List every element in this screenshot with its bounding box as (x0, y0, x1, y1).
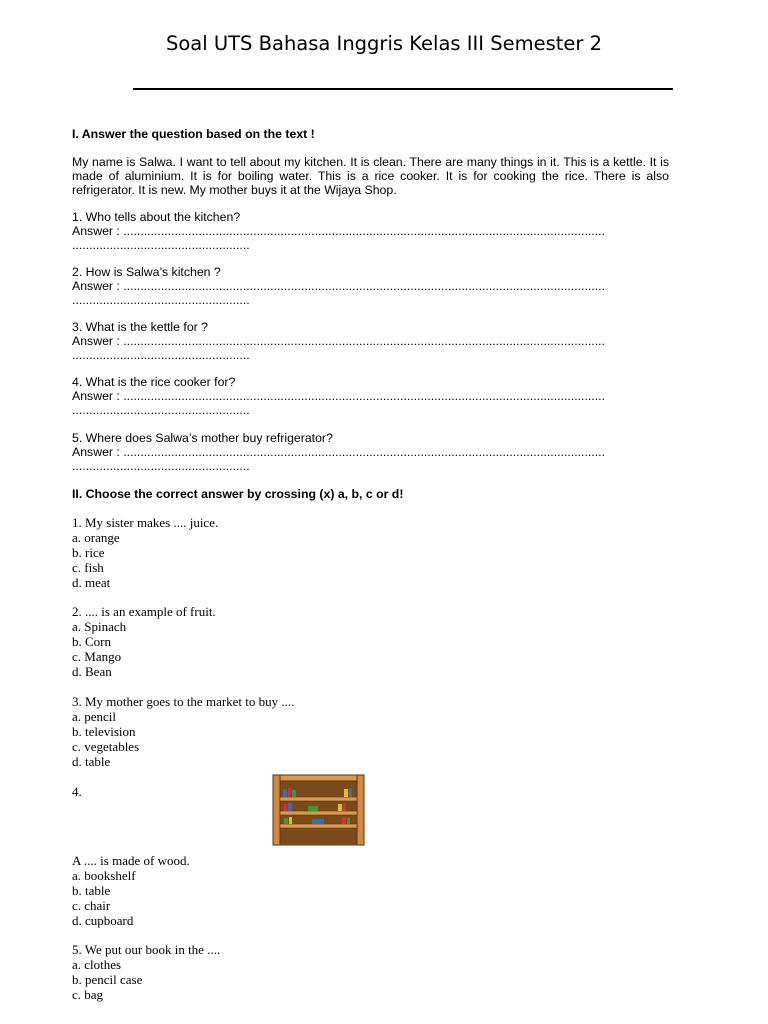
option-c: c. vegetables (72, 739, 140, 754)
question-stem: 1. My sister makes .... juice. (72, 515, 219, 530)
option-c: c. chair (72, 898, 111, 913)
answer-line: Answer : ............................................................................................................................................. (72, 224, 605, 238)
answer-line: Answer : ............................................................................................................................................. (72, 334, 605, 348)
question-stem: 5. We put our book in the .... (72, 942, 221, 957)
answer-line-continuation: .................................................... (72, 403, 250, 417)
essay-question-1 (72, 210, 672, 252)
option-d: d. Bean (72, 664, 112, 679)
question-text: 3. What is the kettle for ? (72, 320, 209, 334)
question-stem: A .... is made of wood. (72, 853, 190, 868)
mc-question-2 (72, 604, 216, 679)
option-b: b. table (72, 883, 111, 898)
mc-question-3 (72, 694, 294, 769)
option-b: b. rice (72, 545, 105, 560)
answer-line-continuation: .................................................... (72, 238, 250, 252)
mc-question-5 (72, 942, 220, 1002)
option-a: a. Spinach (72, 619, 127, 634)
essay-question-5 (72, 431, 672, 473)
bookshelf-illustration (272, 774, 365, 846)
question-text: 4. What is the rice cooker for? (72, 375, 236, 389)
option-c: c. bag (72, 987, 104, 1002)
answer-line-continuation: .................................................... (72, 459, 250, 473)
option-a: a. clothes (72, 957, 122, 972)
option-a: a. bookshelf (72, 868, 136, 883)
option-d: d. table (72, 754, 111, 769)
option-d: d. cupboard (72, 913, 134, 928)
section1-heading: I. Answer the question based on the text ! (72, 127, 315, 141)
answer-line: Answer : ............................................................................................................................................. (72, 279, 605, 293)
option-a: a. orange (72, 530, 120, 545)
section2-heading: II. Choose the correct answer by crossing (x) a, b, c or d! (72, 487, 404, 501)
option-c: c. Mango (72, 649, 122, 664)
question-text: 5. Where does Salwa’s mother buy refrigerator? (72, 431, 333, 445)
essay-question-3 (72, 320, 672, 362)
essay-question-2 (72, 265, 672, 307)
option-c: c. fish (72, 560, 104, 575)
option-b: b. television (72, 724, 136, 739)
question-4-number: 4. (72, 784, 82, 799)
answer-line: Answer : ............................................................................................................................................. (72, 445, 605, 459)
question-text: 1. Who tells about the kitchen? (72, 210, 241, 224)
mc-question-1 (72, 515, 218, 590)
answer-line-continuation: .................................................... (72, 348, 250, 362)
option-b: b. pencil case (72, 972, 143, 987)
page-title: Soal UTS Bahasa Inggris Kelas III Semester 2 (165, 32, 603, 55)
question-text: 2. How is Salwa’s kitchen ? (72, 265, 221, 279)
essay-question-4 (72, 375, 672, 417)
option-a: a. pencil (72, 709, 117, 724)
mc-question-4 (72, 853, 190, 928)
answer-line-continuation: .................................................... (72, 293, 250, 307)
answer-line: Answer : ............................................................................................................................................. (72, 389, 605, 403)
reading-passage: My name is Salwa. I want to tell about my kitchen. It is clean. There are many things in it. This is a kettle. It is made of aluminium. It is for boiling water. This is a rice cooker. It is for cooking the rice. There is also refrigerator. It is new. My mother buys it at the Wijaya Shop. (72, 155, 669, 197)
title-divider (133, 88, 673, 90)
option-b: b. Corn (72, 634, 111, 649)
option-d: d. meat (72, 575, 111, 590)
question-stem: 3. My mother goes to the market to buy .... (72, 694, 295, 709)
question-stem: 2. .... is an example of fruit. (72, 604, 216, 619)
